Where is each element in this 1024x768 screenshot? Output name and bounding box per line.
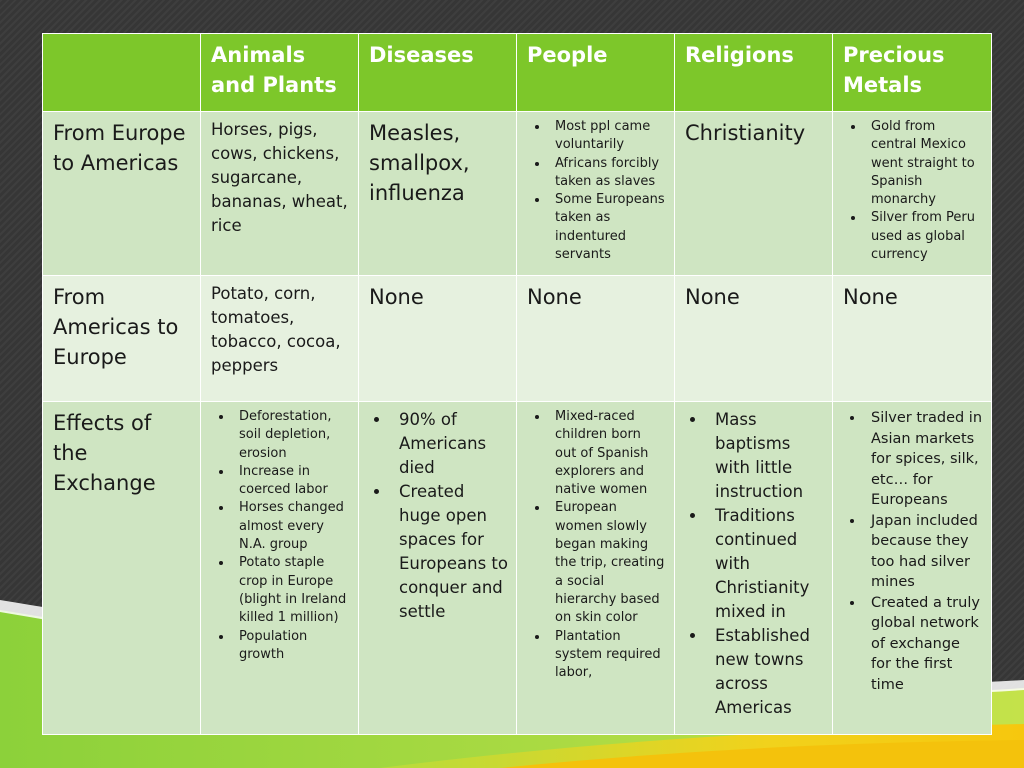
- list-item: • Silver from Peru used as global currency: [865, 209, 983, 264]
- cell-precious-metals: None: [833, 276, 992, 402]
- row-label: Effects of the Exchange: [43, 402, 201, 735]
- list-item: • Gold from central Mexico went straight to Spanish monarchy: [865, 118, 983, 209]
- columbian-exchange-table: [42, 33, 992, 735]
- cell-people: [517, 402, 675, 735]
- cell-animals-plants: Potato, corn, tomatoes, tobacco, cocoa, peppers: [201, 276, 359, 402]
- list-item: • Mass baptisms with little instruction: [707, 408, 824, 504]
- list-item: • Horses changed almost every N.A. group: [233, 499, 350, 554]
- table-row: [43, 402, 992, 735]
- list-item: • Population growth: [233, 628, 350, 665]
- cell-precious-metals: [833, 402, 992, 735]
- cell-people: [517, 112, 675, 276]
- header-cell-empty: [43, 34, 201, 112]
- list-item: • Created a truly global network of exchange for the first time: [865, 593, 983, 696]
- list-item: • Japan included because they too had silver mines: [865, 511, 983, 593]
- cell-animals-plants: Horses, pigs, cows, chickens, sugarcane, bananas, wheat, rice: [201, 112, 359, 276]
- list-item: • 90% of Americans died: [391, 408, 508, 480]
- list-item: • Deforestation, soil depletion, erosion: [233, 408, 350, 463]
- list-item: • Mixed-raced children born out of Spanish explorers and native women: [549, 408, 666, 499]
- header-precious-metals: Precious Metals: [833, 34, 992, 112]
- header-religions: Religions: [675, 34, 833, 112]
- list-item: • Created huge open spaces for Europeans to conquer and settle: [391, 480, 508, 624]
- list-item: • Silver traded in Asian markets for spices, silk, etc… for Europeans: [865, 408, 983, 511]
- header-animals-plants: Animals and Plants: [201, 34, 359, 112]
- cell-animals-plants: [201, 402, 359, 735]
- list-item: • Traditions continued with Christianity mixed in: [707, 504, 824, 624]
- cell-religions: Christianity: [675, 112, 833, 276]
- list-item: • Some Europeans taken as indentured servants: [549, 191, 666, 264]
- list-item: • Plantation system required labor,: [549, 628, 666, 683]
- list-item: • Increase in coerced labor: [233, 463, 350, 500]
- table-row: [43, 112, 992, 276]
- list-item: • Potato staple crop in Europe (blight in Ireland killed 1 million): [233, 554, 350, 627]
- list-item: • Africans forcibly taken as slaves: [549, 155, 666, 192]
- list-item: • European women slowly began making the trip, creating a social hierarchy based on skin color: [549, 499, 666, 627]
- cell-diseases: None: [359, 276, 517, 402]
- cell-religions: [675, 402, 833, 735]
- cell-precious-metals: [833, 112, 992, 276]
- row-label: From Europe to Americas: [43, 112, 201, 276]
- list-item: • Established new towns across Americas: [707, 624, 824, 720]
- cell-diseases: [359, 402, 517, 735]
- cell-people: None: [517, 276, 675, 402]
- header-row: [43, 34, 992, 112]
- row-label: From Americas to Europe: [43, 276, 201, 402]
- cell-diseases: Measles, smallpox, influenza: [359, 112, 517, 276]
- cell-religions: None: [675, 276, 833, 402]
- list-item: • Most ppl came voluntarily: [549, 118, 666, 155]
- header-diseases: Diseases: [359, 34, 517, 112]
- table-row: [43, 276, 992, 402]
- header-people: People: [517, 34, 675, 112]
